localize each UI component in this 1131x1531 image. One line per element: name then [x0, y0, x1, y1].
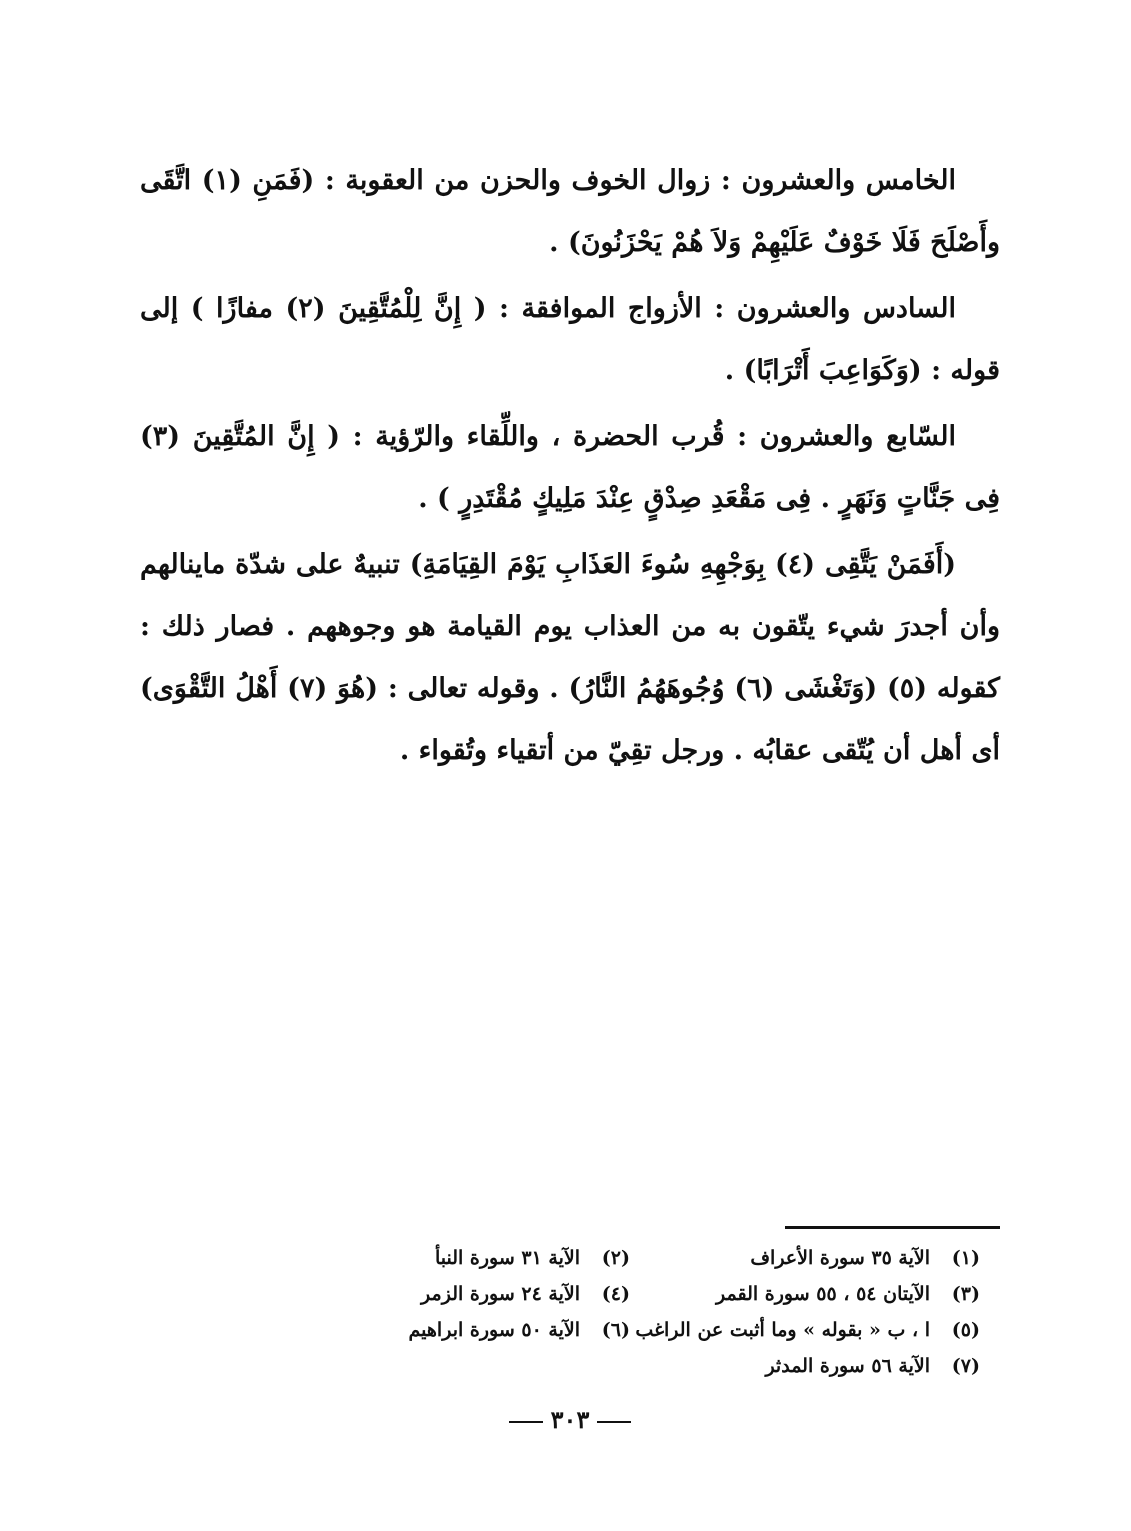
main-text [140, 150, 1000, 782]
footnote-text: الآية ٥٦ سورة المدثر [765, 1355, 930, 1377]
footnote-3 [630, 1276, 980, 1312]
footnote-7 [630, 1348, 980, 1384]
footnote-number: (١) [951, 1247, 980, 1269]
footnote-text: الآية ٣١ سورة النبأ [434, 1247, 580, 1269]
footnote-row [280, 1348, 980, 1384]
footnote-5 [630, 1312, 980, 1348]
footnotes [280, 1240, 980, 1384]
footnote-text: الآية ٥٠ سورة ابراهيم [408, 1319, 580, 1341]
footnote-6 [280, 1312, 630, 1348]
paragraph-26: السادس والعشرون : الأزواج الموافقة : ( إِنَّ لِلْمُتَّقِينَ (٢) مفازًا ) إلى قوله : (وَكَوَاعِبَ أَتْرَابًا) . [140, 293, 1000, 386]
footnote-2 [280, 1240, 630, 1276]
footnote-text: الآية ٣٥ سورة الأعراف [750, 1247, 930, 1269]
footnote-row [280, 1312, 980, 1348]
footnote-text: ا ، ب « بقوله » وما أثبت عن الراغب [635, 1319, 930, 1341]
footnote-4 [280, 1276, 630, 1312]
page-number-dash [597, 1421, 631, 1423]
page-number-dash [509, 1421, 543, 1423]
paragraph-27: السّابع والعشرون : قُرب الحضرة ، واللِّقاء والرّؤية : ( إِنَّ المُتَّقِينَ (٣) فِى جَنَّاتٍ وَنَهَرٍ . فِى مَقْعَدِ صِدْقٍ عِنْدَ مَلِيكٍ مُقْتَدِرٍ ) . [140, 421, 1000, 514]
footnote-text: الآية ٢٤ سورة الزمر [421, 1283, 580, 1305]
page-number-value: ٣٠٣ [550, 1405, 590, 1434]
paragraph-commentary: (أَفَمَنْ يَتَّقِى (٤) بِوَجْهِهِ سُوءَ العَذَابِ يَوْمَ القِيَامَةِ) تنبيهٌ على شدّة ماينالهم وأن أجدرَ شيء يتّقون به من العذاب يوم القيامة هو وجوههم . فصار ذلك : كقوله (٥) (وَتَغْشَى (٦) وُجُوهَهُمُ النَّارُ) . وقوله تعالى : (هُوَ (٧) أَهْلُ التَّقْوَى) أى أهل أن يُتّقى عقابُه . ورجل تقِيّ من أتقياء وتُقواء . [140, 549, 1001, 766]
footnote-number: (٥) [951, 1319, 980, 1341]
footnote-separator [785, 1226, 1000, 1229]
footnote-row [280, 1240, 980, 1276]
footnote-number: (٦) [601, 1319, 630, 1341]
footnote-number: (٢) [601, 1247, 630, 1269]
footnote-number: (٤) [601, 1283, 630, 1305]
footnote-number: (٧) [951, 1355, 980, 1377]
page-number [500, 1405, 640, 1434]
paragraph-25: الخامس والعشرون : زوال الخوف والحزن من العقوبة : (فَمَنِ (١) اتَّقَى وأَصْلَحَ فَلَا خَوْفٌ عَلَيْهِمْ وَلاَ هُمْ يَحْزَنُونَ) . [140, 165, 1000, 258]
footnote-text: الآيتان ٥٤ ، ٥٥ سورة القمر [716, 1283, 930, 1305]
footnote-row [280, 1276, 980, 1312]
footnote-1 [630, 1240, 980, 1276]
footnote-number: (٣) [951, 1283, 980, 1305]
